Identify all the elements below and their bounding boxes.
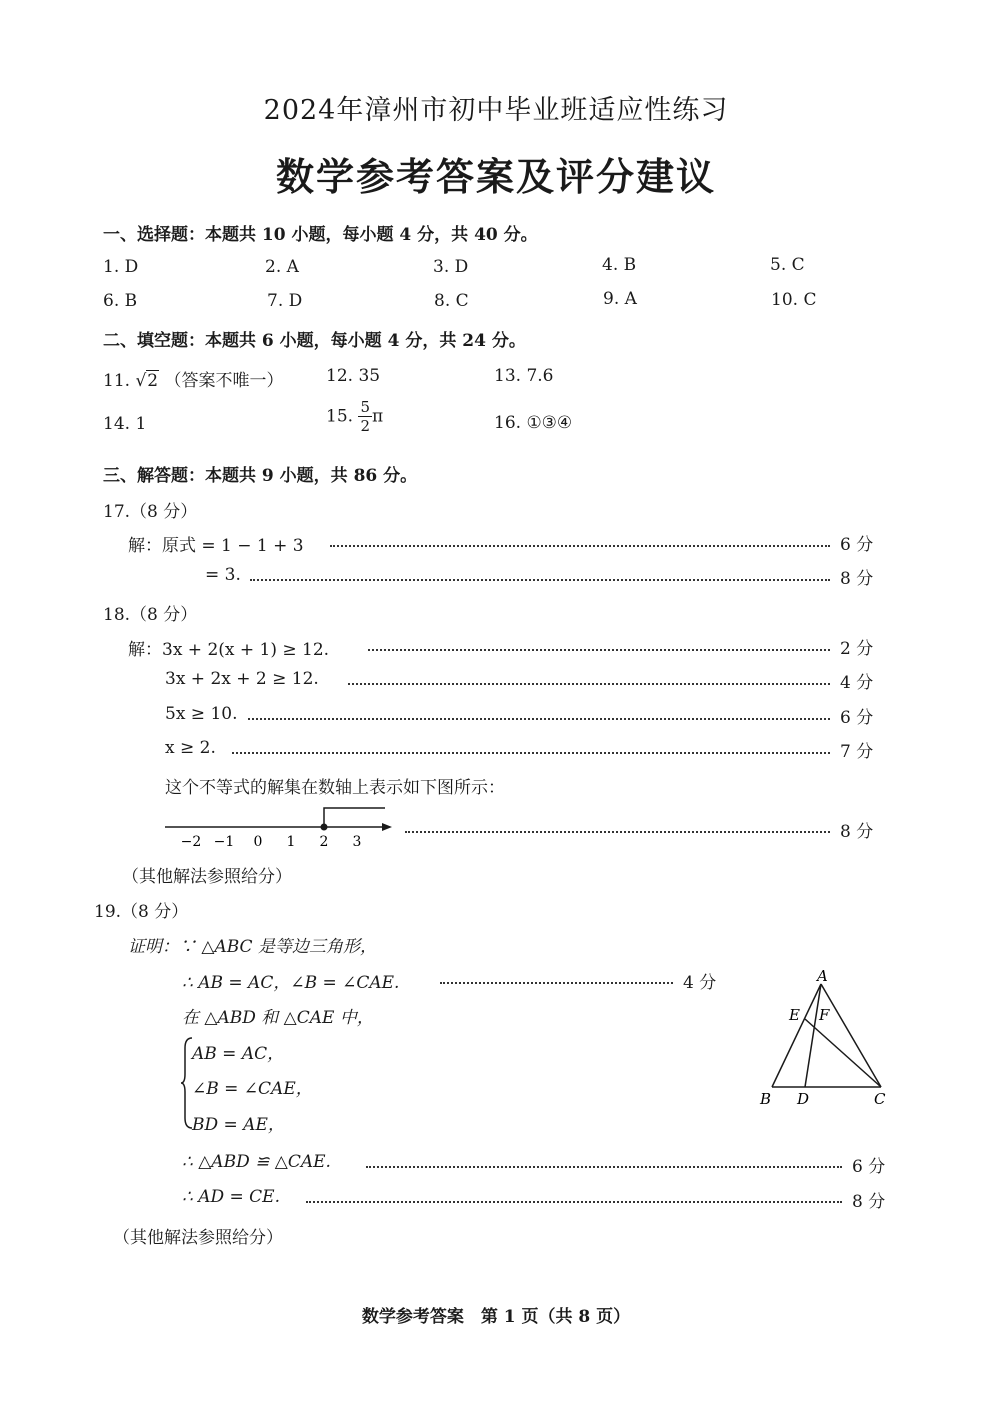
q19-score3: 8 分 xyxy=(852,1192,886,1212)
q19-note: （其他解法参照给分） xyxy=(113,1228,283,1248)
answer-9: 9. A xyxy=(603,289,637,309)
q18-score2: 4 分 xyxy=(840,673,874,693)
dotted-leader xyxy=(368,649,830,651)
q19-score2: 6 分 xyxy=(852,1157,886,1177)
answer-3: 3. D xyxy=(433,257,469,277)
dotted-leader xyxy=(232,752,830,754)
pi-symbol: π xyxy=(372,406,384,427)
q18-line4: x ≥ 2. xyxy=(165,738,216,758)
sqrt-radicand: 2 xyxy=(147,371,159,391)
q18-score3: 6 分 xyxy=(840,708,874,728)
q19-line5: ∴ AD = CE. xyxy=(182,1187,280,1207)
dotted-leader xyxy=(306,1201,842,1203)
solution-ray xyxy=(324,808,385,827)
dotted-leader xyxy=(348,683,830,685)
tick-label: −2 xyxy=(180,834,202,850)
answer-5: 5. C xyxy=(770,255,805,275)
section3-heading: 三、解答题：本题共 9 小题，共 86 分。 xyxy=(103,466,418,486)
answer-7: 7. D xyxy=(267,291,303,311)
vertex-label-B: B xyxy=(760,1090,772,1108)
answer-13: 13. 7.6 xyxy=(494,366,554,386)
answer-12: 12. 35 xyxy=(326,366,381,386)
q19-score1: 4 分 xyxy=(683,973,717,993)
tick-label: −1 xyxy=(213,834,235,850)
answer-15-num: 15. xyxy=(326,406,354,427)
q18-score1: 2 分 xyxy=(840,639,874,659)
section1-heading: 一、选择题：本题共 10 小题，每小题 4 分，共 40 分。 xyxy=(103,225,538,245)
answer-4: 4. B xyxy=(602,255,637,275)
answer-16: 16. ①③④ xyxy=(494,413,573,433)
answer-11-num: 11. xyxy=(103,371,131,391)
page-title-line1: 2024年漳州市初中毕业班适应性练习 xyxy=(263,95,729,126)
sqrt-sign: √ xyxy=(135,371,147,391)
dotted-leader xyxy=(405,831,830,833)
q18-line2: 3x + 2x + 2 ≥ 12. xyxy=(165,669,319,689)
q18-label: 18.（8 分） xyxy=(103,605,198,625)
point-label-D: D xyxy=(797,1090,810,1108)
answer-8: 8. C xyxy=(434,291,469,311)
answer-1: 1. D xyxy=(103,257,139,277)
number-line xyxy=(160,800,400,850)
point-label-F: F xyxy=(819,1006,830,1024)
q19-line4: ∴ △ABD ≌ △CAE. xyxy=(182,1152,331,1172)
tick-label: 2 xyxy=(319,834,329,850)
system-eq2: ∠B = ∠CAE， xyxy=(192,1079,313,1099)
q18-line3: 5x ≥ 10. xyxy=(165,704,238,724)
system-eq1: AB = AC， xyxy=(192,1044,285,1064)
vertex-label-A: A xyxy=(817,967,828,985)
q18-line5: 这个不等式的解集在数轴上表示如下图所示： xyxy=(165,778,505,798)
dotted-leader xyxy=(366,1166,842,1168)
section2-heading: 二、填空题：本题共 6 小题，每小题 4 分，共 24 分。 xyxy=(103,331,526,351)
q18-score5: 8 分 xyxy=(840,822,874,842)
page-footer: 数学参考答案 第 1 页（共 8 页） xyxy=(361,1307,631,1327)
system-eq3: BD = AE， xyxy=(192,1115,285,1135)
q19-label: 19.（8 分） xyxy=(94,902,189,922)
answer-14: 14. 1 xyxy=(103,414,147,434)
q18-score4: 7 分 xyxy=(840,742,874,762)
triangle-figure xyxy=(755,962,895,1112)
q17-line1: 解：原式 = 1 − 1 + 3 xyxy=(128,536,304,556)
answer-15 xyxy=(326,398,383,435)
q17-score1: 6 分 xyxy=(840,535,874,555)
segment-AC xyxy=(821,984,881,1087)
dotted-leader xyxy=(330,545,830,547)
fraction-5-over-2 xyxy=(358,398,372,435)
tick-label: 1 xyxy=(286,834,296,850)
point-label-E: E xyxy=(789,1006,800,1024)
dotted-leader xyxy=(440,982,673,984)
q19-line1: 证明：∵ △ABC 是等边三角形， xyxy=(128,937,377,957)
tick-label: 0 xyxy=(253,834,263,850)
page-title-line2: 数学参考答案及评分建议 xyxy=(275,154,716,199)
q17-line2: = 3. xyxy=(205,565,241,585)
q18-line1: 解：3x + 2(x + 1) ≥ 12. xyxy=(128,640,330,660)
answer-2: 2. A xyxy=(265,257,299,277)
segment-CE xyxy=(805,1019,881,1087)
vertex-label-C: C xyxy=(874,1090,886,1108)
answer-10: 10. C xyxy=(771,290,817,310)
dotted-leader xyxy=(248,718,830,720)
fraction-denominator: 2 xyxy=(360,417,370,435)
q19-line2: ∴ AB = AC，∠B = ∠CAE. xyxy=(182,973,400,993)
q19-line3: 在 △ABD 和 △CAE 中， xyxy=(182,1008,374,1028)
fraction-numerator: 5 xyxy=(360,398,370,416)
tick-label: 3 xyxy=(352,834,362,850)
answer-11-note: （答案不唯一） xyxy=(164,371,284,391)
answer-6: 6. B xyxy=(103,291,138,311)
q18-note: （其他解法参照给分） xyxy=(122,867,292,887)
dotted-leader xyxy=(250,579,830,581)
q17-label: 17.（8 分） xyxy=(103,502,198,522)
number-line-arrow xyxy=(382,823,392,831)
q17-score2: 8 分 xyxy=(840,569,874,589)
answer-11 xyxy=(103,366,284,391)
